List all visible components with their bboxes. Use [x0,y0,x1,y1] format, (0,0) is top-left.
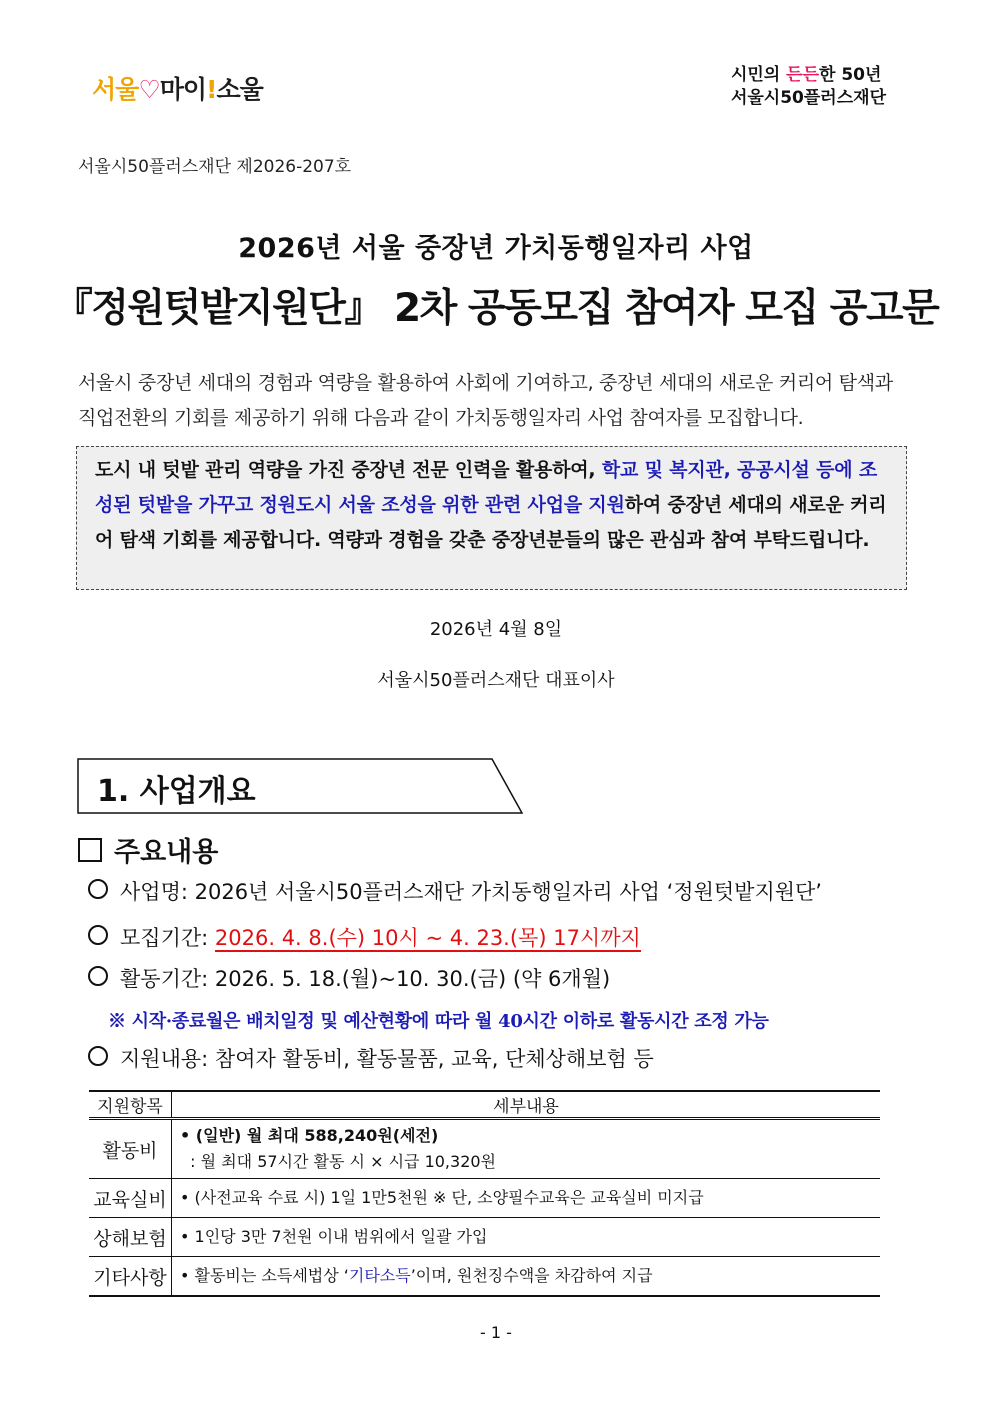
list-item [88,1043,654,1073]
activity-note: ※ 시작·종료월은 배치일정 및 예산현황에 따라 월 40시간 이하로 활동시간 조정 가능 [108,1011,769,1032]
item-label: 지원내용: [120,1047,215,1071]
page-title-line1: 2026년 서울 중장년 가치동행일자리 사업 [238,233,754,264]
logo [92,70,263,106]
table-cell-key: 교육실비 [89,1179,172,1218]
highlight-text-pre: 도시 내 텃밭 관리 역량을 가진 중장년 전문 인력을 활용하여, [95,459,602,481]
circle-bullet-icon [88,925,108,945]
value-line: • (일반) 월 최대 588,240원(세전) [180,1126,439,1145]
document-number: 서울시50플러스재단 제2026-207호 [78,157,352,177]
page-number: - 1 - [480,1323,512,1342]
item-label: 활동기간: [120,967,215,991]
list-item [88,922,641,952]
table-cell-value: • 1인당 3만 7천원 이내 범위에서 일괄 가입 [172,1218,881,1257]
item-label: 사업명: [120,880,195,904]
intro-paragraph: 서울시 중장년 세대의 경험과 역량을 활용하여 사회에 기여하고, 중장년 세대의 새로운 커리어 탐색과 직업전환의 기회를 제공하기 위해 다음과 같이 가치동행일자리 사업 참여자를 모집합니다. [78,372,893,429]
highlight-text-blue: 학교 및 복지관, 공공시설 등에 조성된 텃밭을 가꾸고 정원도시 서울 조성을 위한 관련 사업을 지원 [95,459,877,516]
subheading [78,830,218,869]
table-row [89,1218,880,1257]
circle-bullet-icon [88,1046,108,1066]
table-header: 지원항목 [89,1091,172,1119]
announcement-date: 2026년 4월 8일 [429,619,563,640]
slogan-highlight: 든든 [786,65,819,85]
table-header-row [89,1091,880,1119]
logo-part-2: 마이 [159,75,207,104]
item-value: 2026년 서울시50플러스재단 가치동행일자리 사업 ‘정원텃밭지원단’ [194,880,822,904]
square-bullet-icon [78,838,102,862]
table-cell-value [172,1257,881,1297]
table-cell-key: 기타사항 [89,1257,172,1297]
section-heading [77,758,523,814]
slogan-pre: 시민의 [730,65,787,85]
recruitment-period: 2026. 4. 8.(수) 10시 ~ 4. 23.(목) 17시까지 [214,926,641,950]
table-row [89,1257,880,1297]
item-label: 모집기간: [120,926,215,950]
section-heading-text: 1. 사업개요 [97,774,256,809]
circle-bullet-icon [88,879,108,899]
heart-icon: ♡ [138,75,160,104]
item-value: 2026. 5. 18.(월)~10. 30.(금) (약 6개월) [214,967,611,991]
highlight-text-post: 하여 중장년 세대의 새로운 커리어 탐색 기회를 제공합니다. 역량과 경험을 갖춘 중장년분들의 많은 관심과 참여 부탁드립니다. [95,494,887,551]
logo-part-1: 서울 [92,75,139,104]
slogan-org: 서울시50플러스재단 [730,88,886,108]
support-table [89,1090,880,1297]
list-item [88,963,610,993]
table-header: 세부내용 [172,1091,881,1119]
value-pre: • 활동비는 소득세법상 ‘ [180,1266,349,1285]
item-value: 참여자 활동비, 활동물품, 교육, 단체상해보험 등 [214,1047,654,1071]
table-row [89,1179,880,1218]
table-row [89,1119,880,1179]
foundation-slogan [731,64,886,110]
table-cell-key: 활동비 [89,1119,172,1179]
signer: 서울시50플러스재단 대표이사 [377,670,615,691]
table-cell-key: 상해보험 [89,1218,172,1257]
subheading-text: 주요내용 [114,837,219,868]
logo-part-4: 소울 [216,75,263,104]
slogan-post: 한 50년 [819,65,882,85]
value-line: : 월 최대 57시간 활동 시 × 시급 10,320원 [180,1152,497,1171]
table-cell-value [172,1119,881,1179]
circle-bullet-icon [88,966,108,986]
highlight-box [76,446,907,590]
list-item [88,876,822,906]
value-blue: 기타소득 [348,1266,411,1285]
page-title-line2: 『정원텃밭지원단』 2차 공동모집 참여자 모집 공고문 [53,286,939,331]
logo-part-3: ! [206,75,217,104]
value-post: ’이며, 원천징수액을 차감하여 지급 [410,1266,653,1285]
table-cell-value: • (사전교육 수료 시) 1일 1만5천원 ※ 단, 소양필수교육은 교육실비 미지급 [172,1179,881,1218]
